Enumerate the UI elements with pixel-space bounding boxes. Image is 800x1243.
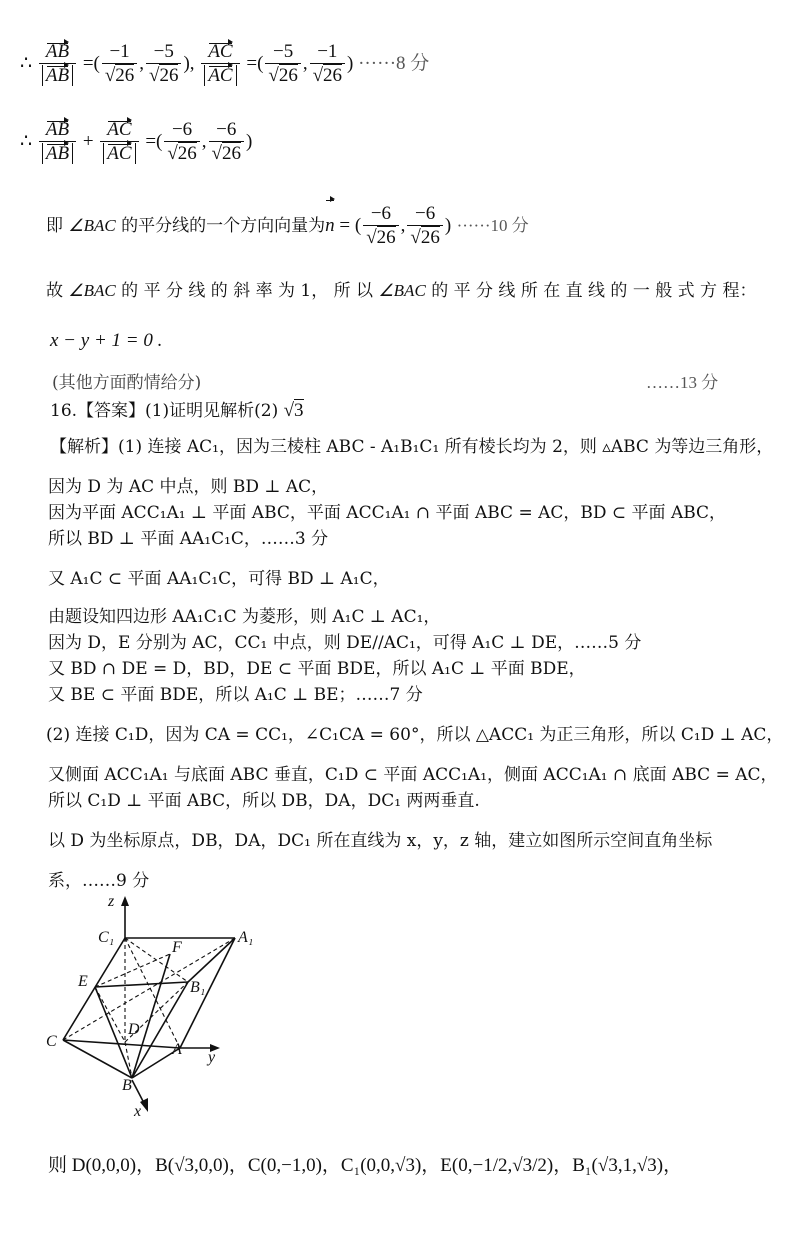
analysis-line-5: 又 A₁C ⊂ 平面 AA₁C₁C，可得 BD ⊥ A₁C，: [48, 569, 390, 589]
label-a: A: [172, 1041, 182, 1058]
label-c1: C₁: [98, 929, 115, 946]
label-a1: A₁: [238, 929, 254, 946]
analysis-line-1: 【解析】(1) 连接 AC₁，因为三棱柱 ABC - A₁B₁C₁ 所有棱长均为 2，则 ▵ABC 为等边三角形，: [50, 437, 774, 457]
angle-bac: ∠BAC: [68, 216, 116, 235]
unit-vector-ab: $\frac{AB}{AB}$: [39, 119, 76, 166]
equals: =: [82, 53, 94, 74]
x-axis-arrow: [140, 1098, 148, 1112]
z-axis-arrow: [121, 896, 129, 906]
analysis-line-9: 又 BE ⊂ 平面 BDE，所以 A₁C ⊥ BE；……7 分: [48, 685, 423, 705]
unit-vector-ac: [201, 41, 239, 88]
coord-frac: $\frac{-1}{√26}$: [102, 41, 137, 88]
label-y: y: [208, 1049, 216, 1066]
coord-frac: $\frac{-5}{√26}$: [265, 41, 300, 88]
analysis-line-4: 所以 BD ⊥ 平面 AA₁C₁C，……3 分: [48, 529, 329, 549]
label-c: C: [46, 1033, 57, 1050]
line-equation: x − y + 1 = 0 .: [50, 330, 163, 351]
coord-frac: $\frac{-6}{√26}$: [363, 203, 398, 250]
coord-frac: $\frac{-6}{√26}$: [164, 119, 199, 166]
analysis-line-2: 因为 D 为 AC 中点，则 BD ⊥ AC，: [48, 477, 329, 497]
vector-ab-magnitude: AB: [45, 65, 70, 87]
step-sum-line: ∴ $\frac{AB}{AB}$ + $\frac{AC}{AC}$ =( $\frac{-6}{√26}$ , $\frac{-6}{√26}$ ): [20, 119, 253, 165]
q16-answer: 16.【答案】(1)证明见解析(2) √3: [50, 400, 304, 421]
analysis-line-12: 所以 C₁D ⊥ 平面 ABC，所以 DB，DA，DC₁ 两两垂直.: [48, 791, 480, 811]
analysis-line-14: 系，……9 分: [48, 871, 150, 891]
coord-frac: $\frac{-1}{√26}$: [310, 41, 345, 88]
coord-frac: $\frac{-5}{√26}$: [146, 41, 181, 88]
label-f: F: [172, 939, 182, 956]
label-b: B: [122, 1077, 132, 1094]
analysis-line-11: 又侧面 ACC₁A₁ 与底面 ABC 垂直，C₁D ⊂ 平面 ACC₁A₁，侧面 ACC₁A₁ ∩ 底面 ABC = AC，: [48, 765, 778, 785]
score-10: ······10 分: [456, 216, 529, 235]
score-8: ······8 分: [358, 53, 430, 74]
unit-vector-ab: [39, 41, 76, 88]
label-z: z: [108, 893, 115, 910]
slope-line: 故 ∠BAC 的 平 分 线 的 斜 率 为 1， 所 以 ∠BAC 的 平 分 线 所 在 直 线 的 一 般 式 方 程：: [46, 281, 757, 301]
coord-frac: $\frac{-6}{√26}$: [209, 119, 244, 166]
step-8-line: ∴ $\frac{AB}{AB}$ =( $\frac{-1}{√26}$ , $\frac{-5}{√26}$ ), $\frac{AC}{AC}$ =( $\frac{-5}{√26}$ , $\frac{-1}{√26}$ ) ······8 分: [20, 41, 430, 87]
vector-ac-magnitude: AC: [208, 65, 233, 87]
vector-ac: AC: [208, 41, 233, 63]
analysis-line-8: 又 BD ∩ DE = D，BD，DE ⊂ 平面 BDE，所以 A₁C ⊥ 平面 BDE，: [48, 659, 586, 679]
analysis-line-6: 由题设知四边形 AA₁C₁C 为菱形，则 A₁C ⊥ AC₁，: [48, 607, 441, 627]
vector-n: n: [325, 198, 335, 254]
prism-diagram: [40, 890, 280, 1120]
analysis-line-3: 因为平面 ACC₁A₁ ⊥ 平面 ABC，平面 ACC₁A₁ ∩ 平面 ABC = AC，BD ⊂ 平面 ABC，: [48, 503, 727, 523]
score-13: ……13 分: [646, 373, 719, 392]
label-b1: B₁: [190, 979, 206, 996]
unit-vector-ac: $\frac{AC}{AC}$: [100, 119, 138, 166]
coordinates-line: 则 D(0,0,0)，B(√3,0,0)，C(0,−1,0)，C₁(0,0,√3)，E(0,−1/2,√3/2)，B₁(√3,1,√3)，: [48, 1155, 683, 1176]
coord-frac: $\frac{-6}{√26}$: [407, 203, 442, 250]
label-e: E: [78, 973, 88, 990]
step-10-line: 即 ∠BAC 的平分线的一个方向向量为n = ( $\frac{-6}{√26}$ , $\frac{-6}{√26}$ ) ······10 分: [46, 198, 529, 254]
label-x: x: [134, 1103, 142, 1120]
other-methods-note: (其他方面酌情给分): [52, 373, 202, 393]
analysis-line-13: 以 D 为坐标原点，DB，DA，DC₁ 所在直线为 x，y，z 轴，建立如图所示空间直角坐标: [48, 831, 713, 851]
label-d: D: [128, 1021, 140, 1038]
vector-ab: AB: [45, 41, 70, 63]
analysis-line-7: 因为 D，E 分别为 AC，CC₁ 中点，则 DE//AC₁，可得 A₁C ⊥ DE，……5 分: [48, 633, 642, 653]
analysis-line-10: (2) 连接 C₁D，因为 CA = CC₁，∠C₁CA = 60°，所以 △ACC₁ 为正三角形，所以 C₁D ⊥ AC，: [46, 725, 784, 745]
therefore-symbol: ∴: [20, 53, 33, 74]
